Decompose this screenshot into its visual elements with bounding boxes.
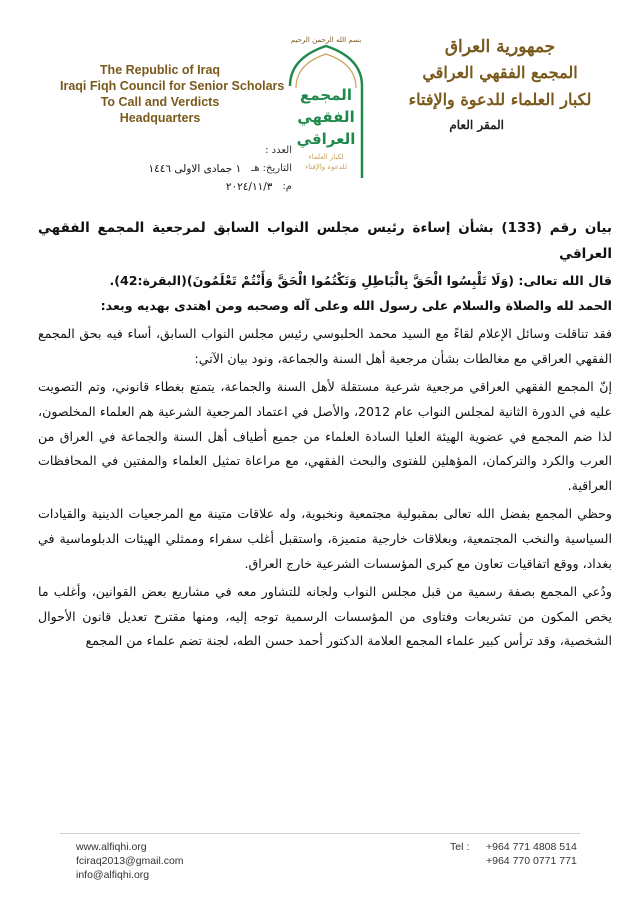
- logo-sub-1: لكبار العلماء: [308, 153, 344, 161]
- footer-email-2[interactable]: info@alfiqhi.org: [76, 869, 150, 881]
- org-en-line-3: To Call and Verdicts: [100, 95, 220, 109]
- paragraph-intro: فقد تناقلت وسائل الإعلام لقاءً مع السيد محمد الحلبوسي رئيس مجلس النواب السابق، أساء فيه بحق المجمع الفقهي العراقي مع مغالطات بشأن مرجعية أهل السنة والجماعة، ونود بيان الآتي:: [38, 326, 612, 366]
- logo-basmala: بسم الله الرحمن الرحيم: [290, 36, 362, 44]
- paragraph-parliament: ودُعي المجمع بصفة رسمية من قبل مجلس النواب ولجانه للتشاور معه في مشاريع بعض القوانين، وأغلب ما يخص المكون من تشريعات وفتاوى من المؤسسات الرسمية توجه إليه، ومنها مقترح تعديل قانون الأحوال الشخصية، وقد ترأس كبير علماء المجمع العلامة الدكتور أحمد حسن الطه، لجنة تضم علماء من المجمع: [38, 584, 612, 649]
- statement-body: [38, 215, 612, 654]
- footer-email-1[interactable]: fciraq2013@gmail.com: [76, 855, 184, 867]
- footer-tel-row-2: [450, 854, 577, 868]
- footer-website[interactable]: www.alfiqhi.org: [76, 841, 147, 853]
- date-hijri: ١ جمادى الاولى ١٤٤٦: [148, 163, 242, 175]
- paragraph-legal-status: إنّ المجمع الفقهي العراقي مرجعية شرعية مستقلة لأهل السنة والجماعة، يتمتع بغطاء قانوني، وتم التصويت عليه في الدورة الثانية لمجلس النواب عام 2012، والأصل في اعتماد المرجعية الشرعية هم العلماء المخلصون، لذا ضم المجمع في عضوية الهيئة العليا السادة العلماء من جميع أطياف أهل السنة والجماعة في العراق من العرب والكرد والتركمان، المؤهلين للفتوى والبحث الفقهي، مع مراعاة تمثيل العلماء والمفتين في المحافظات العراقية.: [38, 379, 612, 493]
- letter-meta: [92, 142, 292, 196]
- logo-sub-2: للدعوة والإفتاء: [304, 163, 348, 171]
- footer-tel-row-1: [450, 840, 577, 854]
- footer-tel-1: +964 771 4808 514: [486, 841, 577, 853]
- date-m-label: م:: [282, 181, 292, 192]
- footer-tel-label: Tel :: [450, 841, 470, 853]
- footer-divider: [60, 833, 580, 834]
- org-name-arabic: [400, 34, 600, 136]
- statement-title: بيان رقم (133) بشأن إساءة رئيس مجلس النواب السابق لمرجعية المجمع الفقهي العراقي: [38, 220, 612, 262]
- logo-line-1: المجمع: [300, 86, 352, 104]
- date-gregorian-row: [92, 178, 292, 196]
- logo-line-2: الفقهي: [297, 108, 355, 126]
- org-en-line-1: The Republic of Iraq: [99, 63, 221, 77]
- org-ar-line-3: لكبار العلماء للدعوة والإفتاء: [408, 90, 592, 109]
- logo-line-3: العراقي: [296, 130, 356, 148]
- council-logo: [282, 28, 370, 178]
- paragraph-relations: وحظي المجمع بفضل الله تعالى بمقبولية مجتمعية ونخبوية، وله علاقات متينة مع المرجعيات الدينية والقيادات السياسية والنخب المجتمعية، وبعلاقات خارجية متميزة، واستقبل أغلب سفراء وممثلي الهيئات الدبلوماسية في بغداد، ووقع اتفاقيات تعاون مع كبرى المؤسسات الشرعية خارج العراق.: [38, 506, 612, 571]
- date-hijri-row: [92, 160, 292, 178]
- org-en-line-2: Iraqi Fiqh Council for Senior Scholars: [60, 79, 285, 93]
- number-label: العدد :: [265, 145, 292, 156]
- org-name-english: [60, 62, 285, 126]
- date-label: التاريخ: هـ: [251, 163, 292, 174]
- quran-verse: قال الله تعالى: (وَلَا تَلْبِسُوا الْحَقَّ بِالْبَاطِلِ وَتَكْتُمُوا الْحَقَّ وَأَنْتُمْ تَعْلَمُونَ)(البقرة:42).: [109, 273, 612, 288]
- number-row: [92, 142, 292, 160]
- org-ar-line-2: المجمع الفقهي العراقي: [422, 63, 578, 82]
- footer-contacts-phone: [450, 840, 577, 868]
- date-gregorian: ٢٠٢٤/١١/٣: [225, 181, 273, 193]
- footer-tel-2: +964 770 0771 771: [486, 855, 577, 867]
- footer-contacts-web: [76, 840, 184, 882]
- org-en-line-4: Headquarters: [119, 111, 201, 125]
- org-ar-line-1: جمهورية العراق: [444, 37, 556, 57]
- org-ar-line-4: المقر العام: [449, 118, 504, 132]
- opening-praise: الحمد لله والصلاة والسلام على رسول الله وعلى آله وصحبه ومن اهتدى بهديه وبعد:: [100, 297, 612, 313]
